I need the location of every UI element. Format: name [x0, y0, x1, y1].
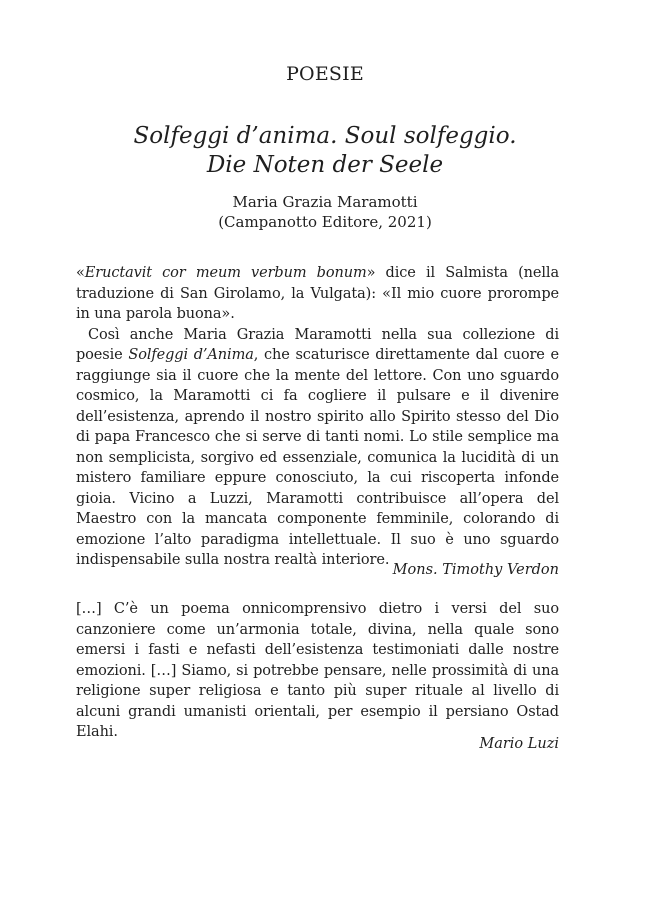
review-verdon-paragraph-2 — [76, 325, 559, 571]
book-author: Maria Grazia Maramotti — [232, 193, 418, 211]
review-verdon-paragraph-2-start: Così anche Maria Grazia Maramotti nella sua collezione di poesie — [76, 326, 559, 363]
review-luzi-paragraph: […] C’è un poema onnicomprensivo dietro i versi del suo canzoniere come un’armonia totale, divina, nella quale sono emersi i fasti e nefasti dell’esistenza testimoniati dalle nostre emozioni. […] Siamo, si potrebbe pensare, nelle prossimità di una religione super religiosa e tanto più super rituale al livello di alcuni grandi umanisti orientali, per esempio il persiano Ostad Elahi. — [76, 601, 559, 740]
review-verdon-paragraph-1 — [76, 263, 559, 325]
collection-title: Solfeggi d’Anima — [128, 347, 254, 363]
book-title-line-2: Die Noten der Seele — [206, 152, 444, 178]
book-publisher: (Campanotto Editore, 2021) — [218, 213, 432, 231]
review-verdon — [76, 263, 559, 571]
latin-quote: Eructavit cor meum verbum bonum — [84, 265, 367, 281]
section-title: POESIE — [286, 63, 364, 85]
review-verdon-paragraph-2-rest: , che scaturisce direttamente dal cuore e raggiunge sia il cuore che la mente del lettore. Con uno sguardo cosmico, la Maramotti ci fa cogliere il pulsare e il divenire dell’esistenza, aprendo il nostro spirito allo Spirito stesso del Dio di papa Francesco che si serve di tanti nomi. Lo stile semplice ma non semplicista, sorgivo ed essenziale, comunica la lucidità di un mistero familiare eppure conosciuto, la cui riscoperta infonde gioia. Vicino a Luzzi, Maramotti contribuisce all’opera del Maestro con la mancata componente femminile, colorando di emozione l’alto paradigma intellettuale. Il suo è uno sguardo indispensabile sulla nostra realtà interiore. — [76, 347, 559, 568]
signature-verdon: Mons. Timothy Verdon — [392, 562, 559, 578]
review-luzi — [76, 599, 559, 743]
book-title-line-1: Solfeggi d’anima. Soul solfeggio. — [133, 123, 517, 149]
open-quote: « — [76, 265, 85, 281]
signature-luzi: Mario Luzi — [479, 736, 559, 752]
book-title — [0, 122, 650, 180]
review-verdon-paragraph-1-rest: » dice il Salmista (nella traduzione di San Girolamo, la Vulgata): «Il mio cuore prorompe in una parola buona». — [76, 265, 559, 322]
book-meta — [0, 192, 650, 232]
